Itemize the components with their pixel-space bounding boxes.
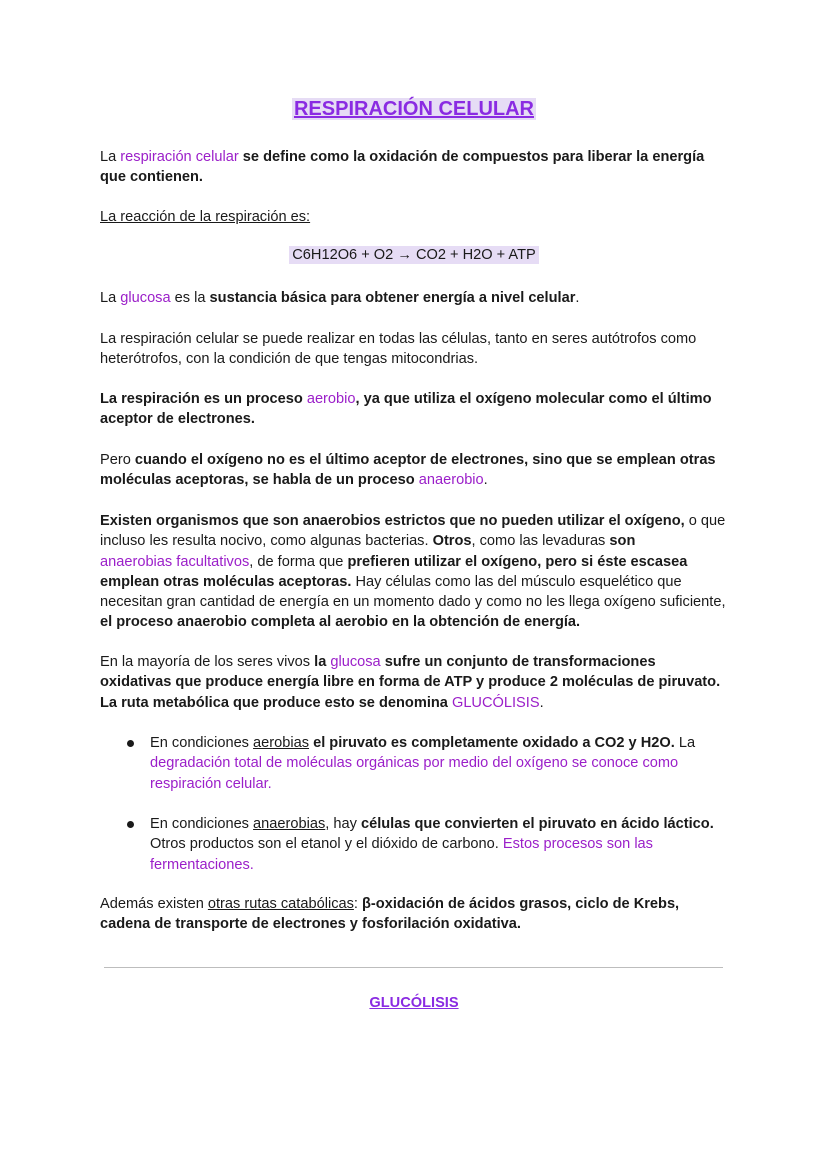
reaction-label: La reacción de la respiración es: xyxy=(100,209,311,225)
paragraph-organisms: Existen organismos que son anaerobios estrictos que no pueden utilizar el oxígeno, o que incluso les resulta nocivo, como algunas bacterias. Otros, como las levaduras son anaerobias facultativos, de forma que prefieren utilizar el oxígeno, pero si éste escasea emplean otras moléculas aceptoras. Hay células como las del músculo esquelético que necesitan gran cantidad de energía en un momento dado y como no les llega oxígeno suficiente, el proceso anaerobio completa al aerobio en la obtención de energía. xyxy=(100,513,726,631)
bullet-dot xyxy=(127,740,134,747)
paragraph-cells: La respiración celular se puede realizar en todas las células, tanto en seres autótrofos como heterótrofos, con la condición de que tengas mitocondrias. xyxy=(100,331,697,368)
page-title xyxy=(0,98,828,121)
paragraph-catabolic-routes: Además existen otras rutas catabólicas: β-oxidación de ácidos grasos, ciclo de Krebs, cadena de transporte de electrones y fosforilación oxidativa. xyxy=(100,896,680,933)
paragraph-anaerobic: Pero cuando el oxígeno no es el último aceptor de electrones, sino que se emplean otras moléculas aceptoras, se habla de un proceso anaerobio. xyxy=(100,452,716,489)
list-item-aerobic: En condiciones aerobias el piruvato es completamente oxidado a CO2 y H2O. La degradación total de moléculas orgánicas por medio del oxígeno se conoce como respiración celular. xyxy=(127,733,727,794)
bullet-dot xyxy=(127,821,134,828)
section-title-glycolysis: GLUCÓLISIS xyxy=(369,995,459,1011)
list-item-anaerobic: En condiciones anaerobias, hay células que convierten el piruvato en ácido láctico. Otros productos son el etanol y el dióxido de carbono. Estos procesos son las fermentaciones. xyxy=(127,814,727,875)
page-title-text: RESPIRACIÓN CELULAR xyxy=(293,98,534,120)
paragraph-aerobic: La respiración es un proceso aerobio, ya que utiliza el oxígeno molecular como el último aceptor de electrones. xyxy=(100,391,712,428)
reaction-formula-text: C6H12O6 + O2 → CO2 + H2O + ATP xyxy=(289,246,538,264)
horizontal-divider xyxy=(104,967,723,968)
paragraph-glucose: La glucosa es la sustancia básica para obtener energía a nivel celular. xyxy=(100,290,580,306)
paragraph-definition: La respiración celular se define como la oxidación de compuestos para liberar la energía que contienen. xyxy=(100,149,705,186)
reaction-formula xyxy=(0,247,828,263)
paragraph-glycolysis: En la mayoría de los seres vivos la glucosa sufre un conjunto de transformaciones oxidativas que produce energía libre en forma de ATP y produce 2 moléculas de piruvato. La ruta metabólica que produce esto se denomina GLUCÓLISIS. xyxy=(100,654,721,711)
